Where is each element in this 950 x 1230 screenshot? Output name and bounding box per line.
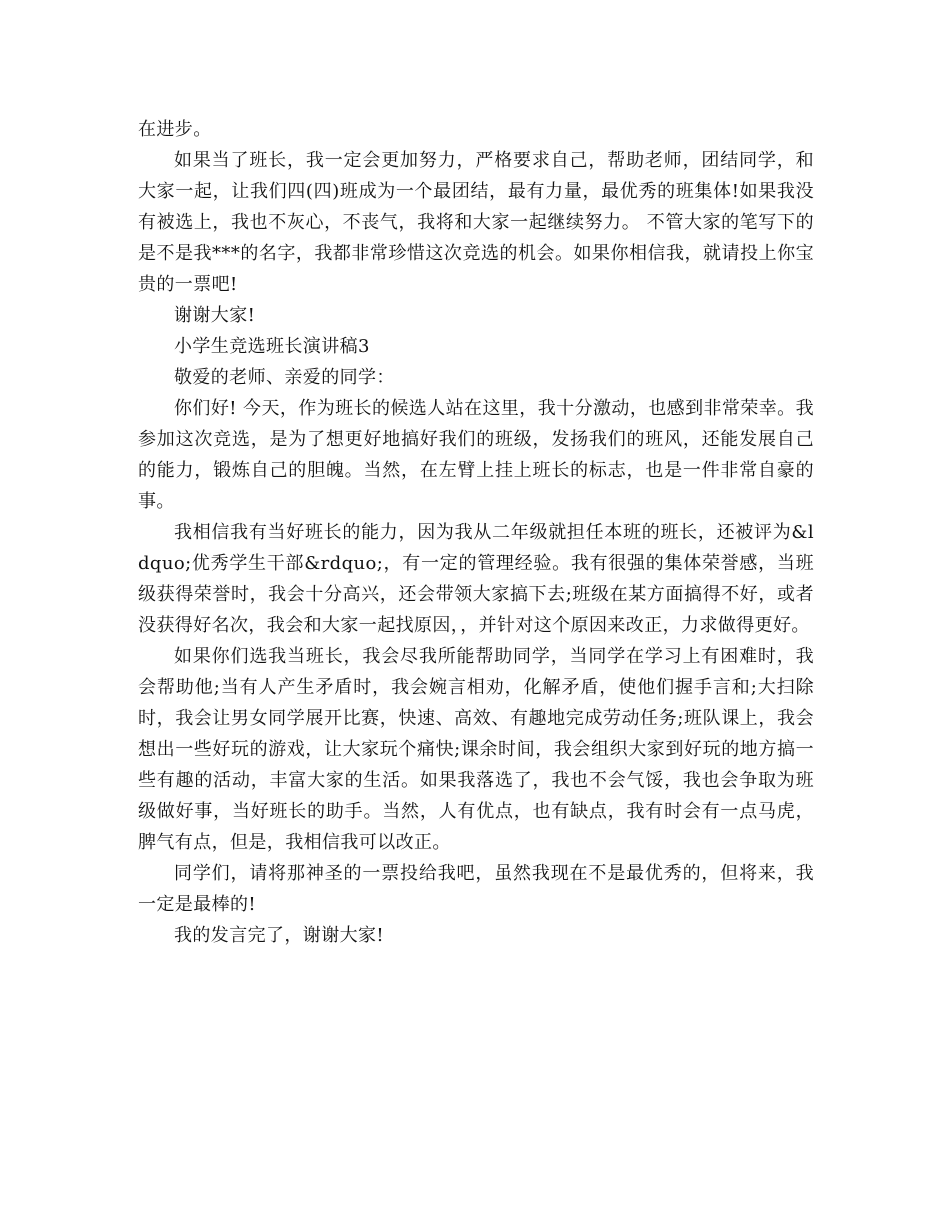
paragraph-thanks: 谢谢大家! [174,305,256,326]
section-title: 小学生竞选班长演讲稿3 [174,336,370,357]
paragraph-plans: 如果你们选我当班长，我会尽我所能帮助同学，当同学在学习上有困难时，我会帮助他;当有人产生矛盾时，我会婉言相劝，化解矛盾，使他们握手言和;大扫除时，我会让男女同学展开比赛，快速、高效、有趣地完成劳动任务;班队课上，我会想出一些好玩的游戏，让大家玩个痛快;课余时间，我会组织大家到好玩的地方搞一些有趣的活动，丰富大家的生活。如果我落选了，我也不会气馁，我也会争取为班级做好事，当好班长的助手。当然，人有优点，也有缺点，我有时会有一点马虎，脾气有点，但是，我相信我可以改正。 [138,646,814,853]
paragraph-appeal: 同学们，请将那神圣的一票投给我吧，虽然我现在不是最优秀的，但将来，我一定是最棒的! [138,863,814,915]
paragraph-closing: 我的发言完了，谢谢大家! [174,925,385,946]
paragraph-greeting: 你们好! 今天，作为班长的候选人站在这里，我十分激动，也感到非常荣幸。我参加这次竞选，是为了想更好地搞好我们的班级，发扬我们的班风，还能发展自己的能力，锻炼自己的胆魄。当然，在左臂上挂上班长的标志，也是一件非常自豪的事。 [138,398,814,512]
paragraph-ability: 我相信我有当好班长的能力，因为我从二年级就担任本班的班长，还被评为&ldquo;优秀学生干部&rdquo;，有一定的管理经验。我有很强的集体荣誉感，当班级获得荣誉时，我会十分高兴，还会带领大家搞下去;班级在某方面搞得不好，或者没获得好名次，我会和大家一起找原因，，并针对这个原因来改正，力求做得更好。 [138,522,814,636]
salutation: 敬爱的老师、亲爱的同学： [174,367,395,388]
paragraph-continuation: 在进步。 [138,119,212,140]
paragraph-promise: 如果当了班长，我一定会更加努力，严格要求自己，帮助老师，团结同学，和大家一起，让我们四(四)班成为一个最团结，最有力量，最优秀的班集体!如果我没有被选上，我也不灰心，不丧气，我将和大家一起继续努力。 不管大家的笔写下的是不是我***的名字，我都非常珍惜这次竞选的机会。如果你相信我，就请投上你宝贵的一票吧! [138,150,814,295]
document-body [138,114,814,951]
